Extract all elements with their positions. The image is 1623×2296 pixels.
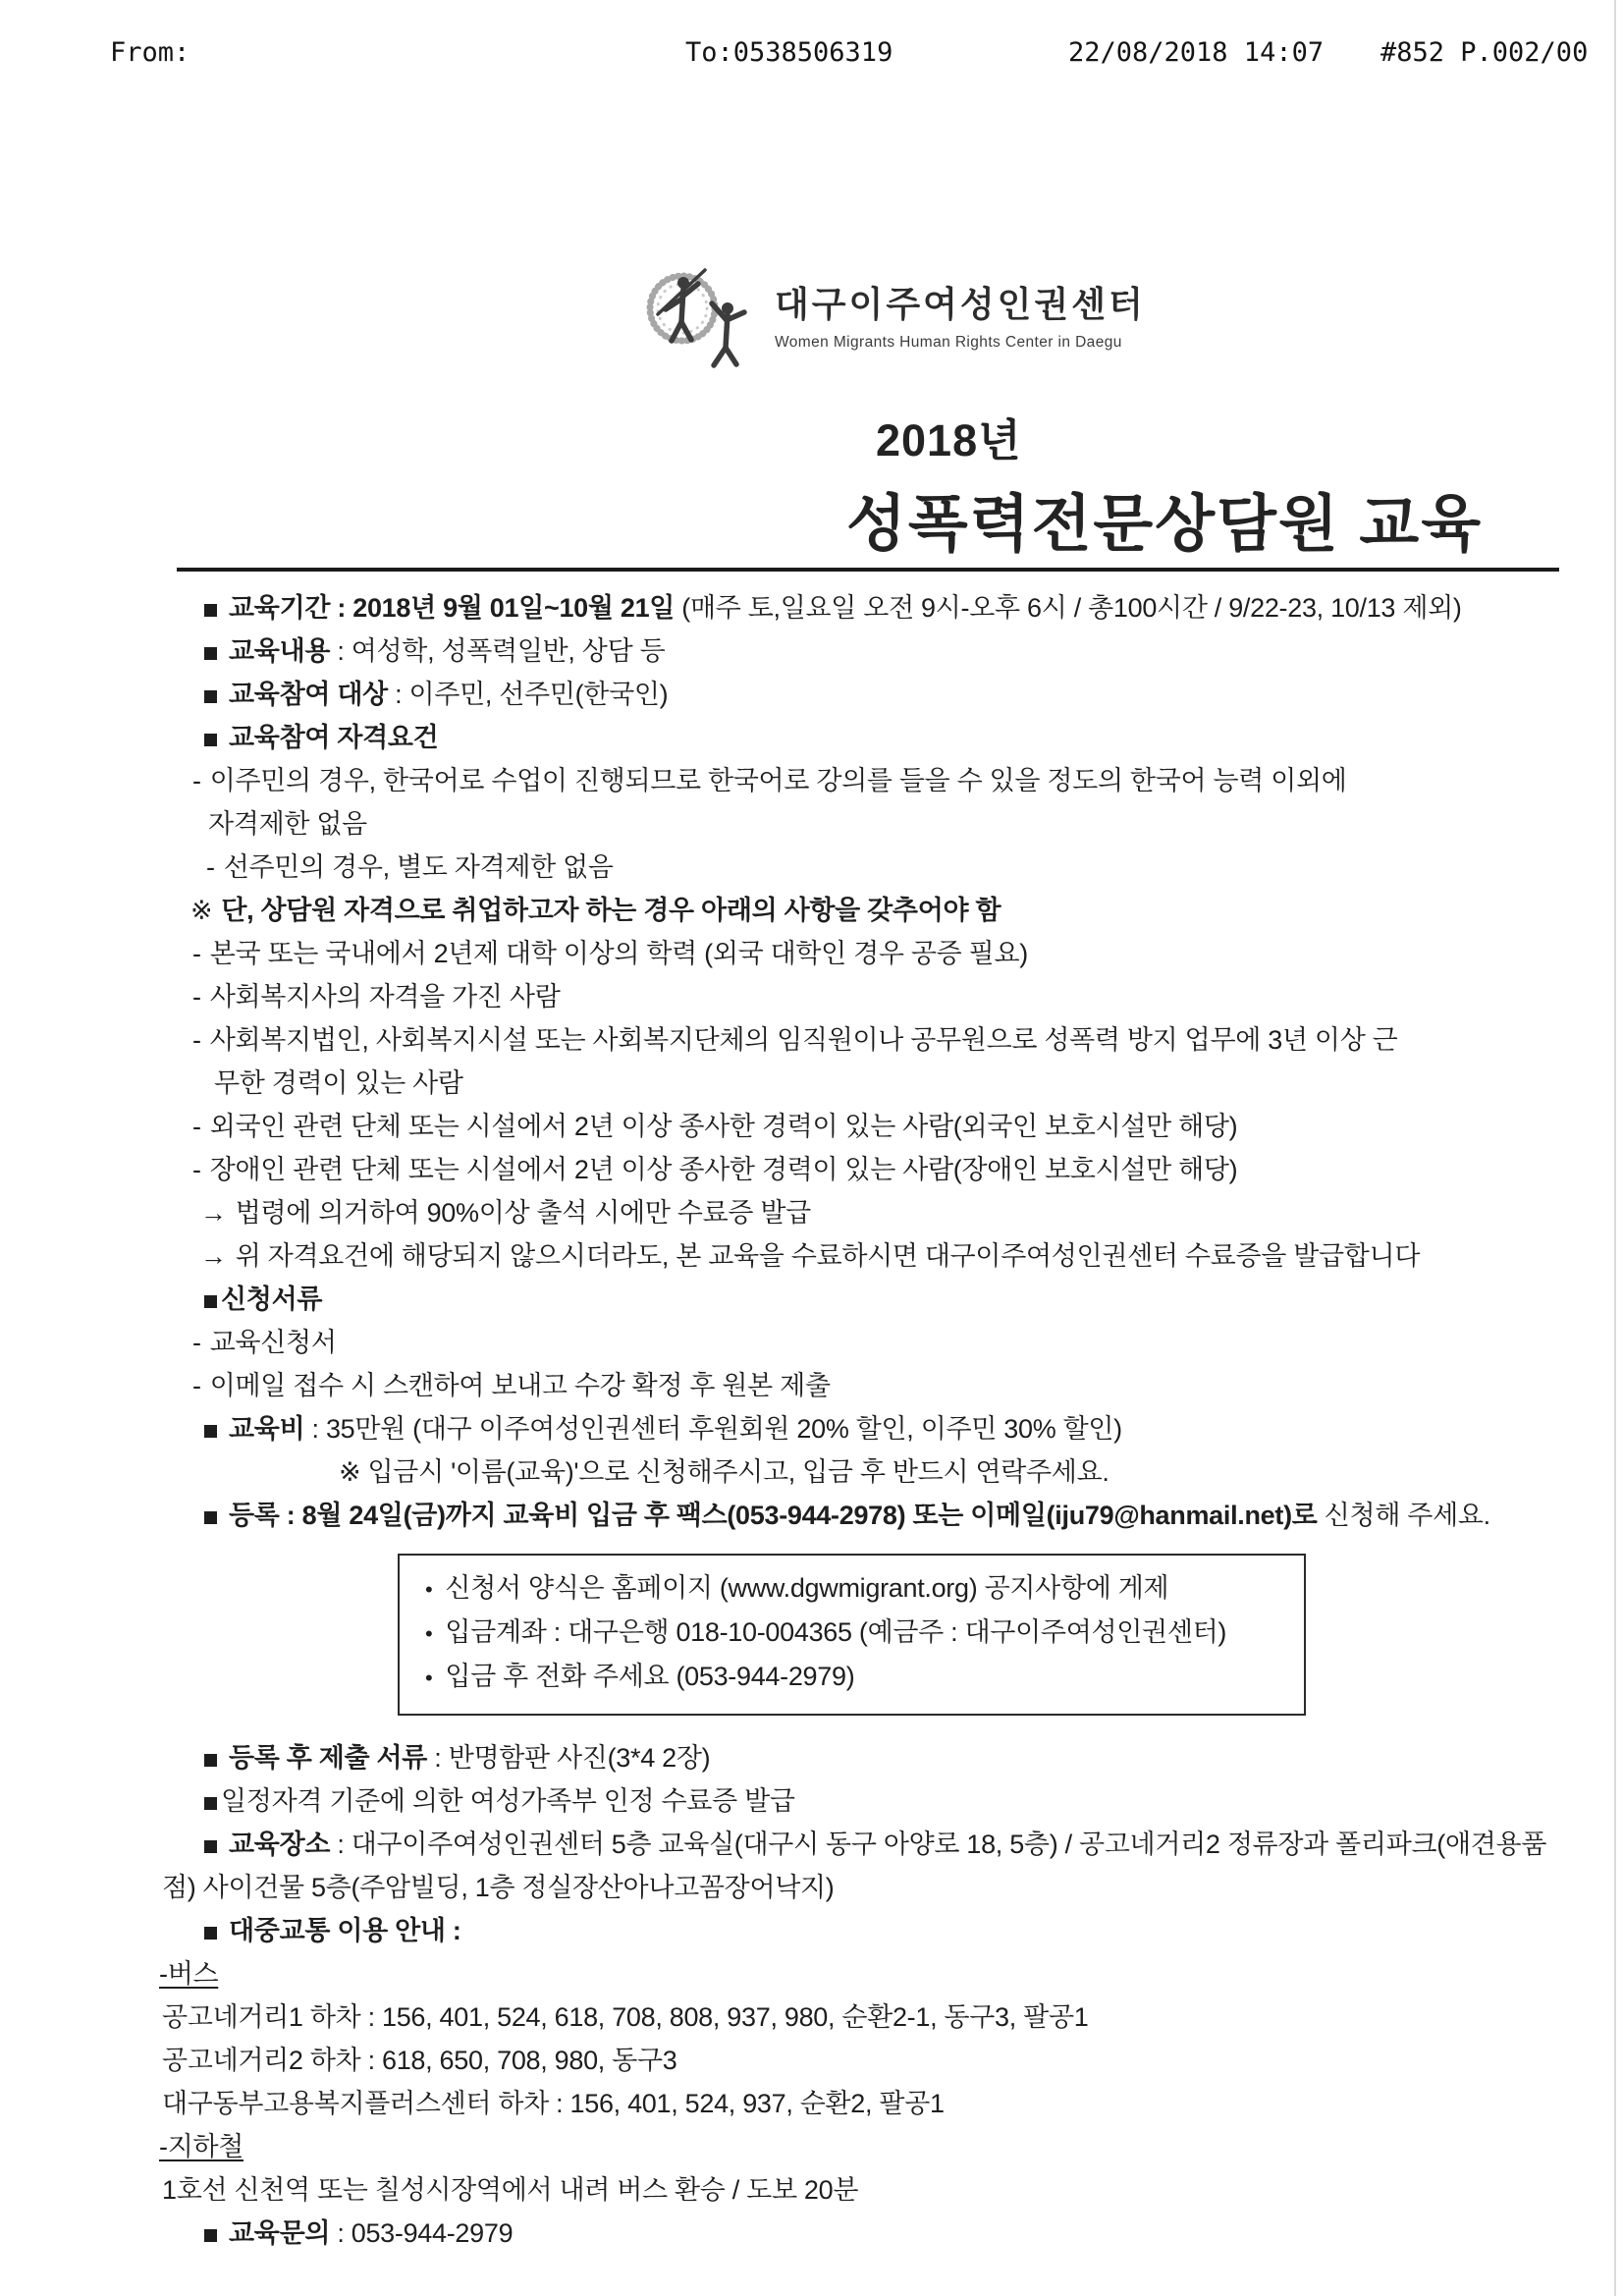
fax-to-number: To:0538506319 xyxy=(685,37,893,68)
text-line xyxy=(157,636,1610,666)
org-logo xyxy=(643,253,1146,373)
box-item xyxy=(425,1662,1278,1693)
bullet-square xyxy=(204,1840,217,1853)
title-year: 2018년 xyxy=(876,415,1022,465)
line-marker: - xyxy=(192,1371,201,1400)
text-segment: -버스 xyxy=(159,1959,219,1989)
text-line xyxy=(157,1155,1610,1184)
text-segment: 교육비 xyxy=(229,1414,305,1444)
box-item xyxy=(425,1617,1278,1649)
fax-header xyxy=(0,37,1623,77)
text-segment: 선주민의 경우, 별도 자격제한 없음 xyxy=(223,852,614,882)
petroglyph-figures-icon xyxy=(643,253,761,373)
text-line xyxy=(157,2089,1610,2118)
text-line xyxy=(157,766,1610,795)
text-segment: 공고네거리2 하차 : 618, 650, 708, 980, 동구3 xyxy=(162,2046,677,2075)
bullet-dot: • xyxy=(425,1577,433,1602)
text-line xyxy=(157,1830,1610,1859)
text-line xyxy=(157,1328,1610,1357)
text-line xyxy=(157,2132,1610,2161)
line-marker: ※ xyxy=(190,896,213,925)
text-line xyxy=(157,852,1610,882)
bullet-square xyxy=(204,1797,217,1810)
text-segment: 위 자격요건에 해당되지 않으시더라도, 본 교육을 수료하시면 대구이주여성인권센터 수료증을 발급합니다 xyxy=(235,1241,1421,1271)
scan-artifact-line xyxy=(1614,0,1616,2296)
text-segment: 교육장소 xyxy=(229,1830,331,1859)
line-marker: - xyxy=(192,982,201,1011)
bullet-square xyxy=(204,1927,217,1940)
text-segment: 점) 사이건물 5층(주암빌딩, 1층 정실장산아나고꼼장어낙지) xyxy=(162,1873,835,1902)
text-segment: 이메일 접수 시 스캔하여 보내고 수강 확정 후 원본 제출 xyxy=(209,1371,831,1400)
line-marker: → xyxy=(200,1241,227,1271)
text-line xyxy=(157,1198,1610,1228)
text-segment: 교육기간 : 2018년 9월 01일~10월 21일 xyxy=(229,593,676,623)
text-line xyxy=(157,1873,1610,1902)
fax-page-info: #852 P.002/00 xyxy=(1380,37,1589,68)
text-segment: 사회복지사의 자격을 가진 사람 xyxy=(209,982,561,1011)
body-lines-bottom xyxy=(157,1743,1610,2248)
text-segment: 사회복지법인, 사회복지시설 또는 사회복지단체의 임직원이나 공무원으로 성폭력 방지 업무에 3년 이상 근 xyxy=(209,1025,1398,1055)
text-line xyxy=(157,1285,1610,1314)
document-title xyxy=(846,405,1483,564)
text-segment: : 대구이주여성인권센터 5층 교육실(대구시 동구 아양로 18, 5층) / 공고네거리2 정류장과 폴리파크(애견용품 xyxy=(330,1830,1547,1859)
org-logo-text xyxy=(775,253,1146,352)
bullet-square xyxy=(204,734,217,746)
bullet-dot: • xyxy=(425,1621,433,1646)
bullet-square xyxy=(204,1295,217,1308)
text-segment: -지하철 xyxy=(159,2132,244,2161)
text-segment: 신청서 양식은 홈페이지 (www.dgwmigrant.org) 공지사항에 게제 xyxy=(445,1573,1169,1603)
bullet-square xyxy=(204,1511,217,1524)
text-segment: 입금 후 전화 주세요 (053-944-2979) xyxy=(445,1662,855,1691)
bullet-square xyxy=(204,2229,217,2242)
text-line xyxy=(157,1786,1610,1816)
text-line xyxy=(157,1068,1610,1098)
text-line xyxy=(157,2002,1610,2032)
text-segment: ※ 입금시 '이름(교육)'으로 신청해주시고, 입금 후 반드시 연락주세요. xyxy=(339,1457,1109,1487)
box-item xyxy=(425,1573,1278,1605)
text-segment: 교육신청서 xyxy=(209,1328,337,1357)
text-segment: : 이주민, 선주민(한국인) xyxy=(387,680,669,709)
line-marker: - xyxy=(192,1155,201,1184)
org-name-korean: 대구이주여성인권센터 xyxy=(775,284,1146,324)
line-marker: → xyxy=(200,1198,227,1228)
line-marker: - xyxy=(206,852,215,882)
text-line xyxy=(157,1241,1610,1271)
text-line xyxy=(157,939,1610,968)
text-segment: 교육참여 대상 xyxy=(229,680,388,709)
title-underline-rule xyxy=(177,568,1559,572)
text-segment: 입금계좌 : 대구은행 018-10-004365 (예금주 : 대구이주여성인권센터) xyxy=(445,1617,1227,1647)
text-line xyxy=(157,1371,1610,1400)
fax-from-label: From: xyxy=(110,37,190,68)
text-segment: : 여성학, 성폭력일반, 상담 등 xyxy=(330,636,666,666)
text-segment: 교육내용 xyxy=(229,636,331,666)
text-line xyxy=(157,982,1610,1011)
text-line xyxy=(157,680,1610,709)
text-line xyxy=(157,1501,1610,1530)
text-segment: 이주민의 경우, 한국어로 수업이 진행되므로 한국어로 강의를 들을 수 있을 정도의 한국어 능력 이외에 xyxy=(209,766,1347,795)
text-segment: 대구동부고용복지플러스센터 하차 : 156, 401, 524, 937, 순환2, 팔공1 xyxy=(162,2089,945,2118)
text-line xyxy=(157,1112,1610,1141)
text-segment: (매주 토,일요일 오전 9시-오후 6시 / 총100시간 / 9/22-23, 10/13 제외) xyxy=(675,593,1462,623)
line-marker: - xyxy=(192,1025,201,1055)
text-line xyxy=(157,896,1610,925)
text-segment: 교육문의 xyxy=(229,2218,331,2248)
line-marker: - xyxy=(192,939,201,968)
text-segment: 교육참여 자격요건 xyxy=(229,723,439,752)
text-segment: 일정자격 기준에 의한 여성가족부 인정 수료증 발급 xyxy=(221,1786,795,1816)
bullet-square xyxy=(204,1754,217,1767)
line-marker: - xyxy=(192,766,201,795)
text-segment: 등록 : 8월 24일(금)까지 교육비 입금 후 팩스(053-944-2978) 또는 이메일(iju79@hanmail.net)로 xyxy=(229,1501,1318,1530)
org-name-english: Women Migrants Human Rights Center in Daegu xyxy=(775,334,1122,351)
text-segment: : 053-944-2979 xyxy=(330,2218,514,2248)
text-line xyxy=(157,1414,1610,1444)
text-segment: 외국인 관련 단체 또는 시설에서 2년 이상 종사한 경력이 있는 사람(외국인 보호시설만 해당) xyxy=(209,1112,1238,1141)
text-segment: 본국 또는 국내에서 2년제 대학 이상의 학력 (외국 대학인 경우 공증 필요) xyxy=(209,939,1028,968)
text-segment: 1호선 신천역 또는 칠성시장역에서 내려 버스 환승 / 도보 20분 xyxy=(162,2175,859,2205)
text-segment: 공고네거리1 하차 : 156, 401, 524, 618, 708, 808, 937, 980, 순환2-1, 동구3, 팔공1 xyxy=(162,2002,1089,2032)
text-segment: 자격제한 없음 xyxy=(208,809,367,839)
line-marker: - xyxy=(192,1112,201,1141)
text-segment: 단, 상담원 자격으로 취업하고자 하는 경우 아래의 사항을 갖추어야 함 xyxy=(221,896,1001,925)
fax-datetime: 22/08/2018 14:07 xyxy=(1068,37,1325,68)
text-segment: : 35만원 (대구 이주여성인권센터 후원회원 20% 할인, 이주민 30% 할인) xyxy=(304,1414,1122,1444)
text-segment: : 반명함판 사진(3*4 2장) xyxy=(427,1743,711,1773)
text-line xyxy=(157,1959,1610,1989)
text-line xyxy=(157,2046,1610,2075)
body-lines-top xyxy=(157,593,1610,1530)
text-line xyxy=(157,2175,1610,2205)
bullet-square xyxy=(204,647,217,660)
text-line xyxy=(157,1457,1610,1487)
text-segment: 대중교통 이용 안내 : xyxy=(229,1916,461,1945)
text-segment: 등록 후 제출 서류 xyxy=(229,1743,428,1773)
text-line xyxy=(157,1916,1610,1945)
bullet-square xyxy=(204,690,217,703)
text-segment: 법령에 의거하여 90%이상 출석 시에만 수료증 발급 xyxy=(235,1198,811,1228)
text-segment: 신청해 주세요. xyxy=(1317,1501,1490,1530)
payment-info-box xyxy=(398,1554,1306,1716)
text-line xyxy=(157,809,1610,839)
bullet-dot: • xyxy=(425,1666,433,1690)
text-line xyxy=(157,723,1610,752)
bullet-square xyxy=(204,1425,217,1438)
text-line xyxy=(157,593,1610,623)
text-segment: 무한 경력이 있는 사람 xyxy=(214,1068,463,1098)
text-segment: 신청서류 xyxy=(221,1285,323,1314)
text-line xyxy=(157,1743,1610,1773)
bullet-square xyxy=(204,604,217,617)
line-marker: - xyxy=(192,1328,201,1357)
document-body xyxy=(157,593,1610,2262)
text-line xyxy=(157,2218,1610,2248)
title-main: 성폭력전문상담원 교육 xyxy=(846,490,1484,559)
text-segment: 장애인 관련 단체 또는 시설에서 2년 이상 종사한 경력이 있는 사람(장애인 보호시설만 해당) xyxy=(209,1155,1238,1184)
text-line xyxy=(157,1025,1610,1055)
